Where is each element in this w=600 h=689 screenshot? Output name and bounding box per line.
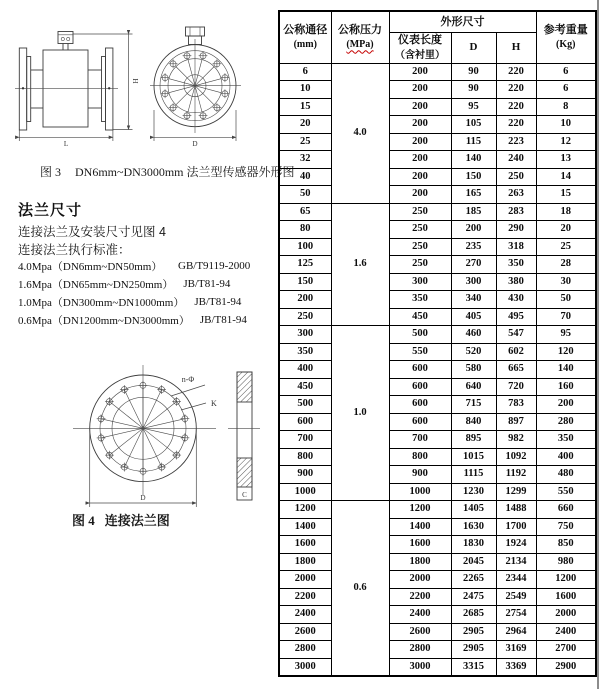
table-row — [279, 221, 596, 239]
cell-h: 2549 — [496, 588, 536, 606]
cell-pressure-group: 1.6 — [331, 203, 389, 326]
standard-item — [18, 293, 273, 311]
cell-length: 600 — [389, 378, 451, 396]
cell-weight: 1600 — [536, 588, 596, 606]
cell-d: 1230 — [451, 483, 496, 501]
cell-weight: 50 — [536, 291, 596, 309]
cell-dn: 450 — [279, 378, 331, 396]
table-row — [279, 571, 596, 589]
cell-length: 1200 — [389, 501, 451, 519]
cell-d: 1115 — [451, 466, 496, 484]
table-row — [279, 256, 596, 274]
cell-weight: 25 — [536, 238, 596, 256]
cell-h: 380 — [496, 273, 536, 291]
cell-weight: 660 — [536, 501, 596, 519]
flange-front-view — [73, 365, 217, 507]
cell-h: 240 — [496, 151, 536, 169]
table-row — [279, 431, 596, 449]
cell-dn: 65 — [279, 203, 331, 221]
cell-dn: 3000 — [279, 658, 331, 676]
cell-weight: 28 — [536, 256, 596, 274]
figure4-number: 图 4 — [72, 513, 95, 528]
cell-weight: 1200 — [536, 571, 596, 589]
cell-h: 783 — [496, 396, 536, 414]
flange-diameter-label: D — [140, 494, 146, 502]
cell-d: 460 — [451, 326, 496, 344]
cell-dn: 500 — [279, 396, 331, 414]
table-row — [279, 658, 596, 676]
cell-length: 300 — [389, 273, 451, 291]
cell-length: 2000 — [389, 571, 451, 589]
table-body — [279, 63, 596, 676]
cell-h: 547 — [496, 326, 536, 344]
cell-d: 2905 — [451, 641, 496, 659]
flange-side-section — [228, 372, 260, 500]
col-header-d: D — [451, 32, 496, 63]
cell-dn: 10 — [279, 81, 331, 99]
cell-length: 250 — [389, 221, 451, 239]
table-row — [279, 536, 596, 554]
cell-d: 150 — [451, 168, 496, 186]
col-header-pressure: 公称压力 (MPa) — [331, 11, 389, 63]
cell-h: 1192 — [496, 466, 536, 484]
cell-dn: 1400 — [279, 518, 331, 536]
cell-dn: 700 — [279, 431, 331, 449]
cell-length: 2600 — [389, 623, 451, 641]
cell-weight: 6 — [536, 81, 596, 99]
cell-length: 800 — [389, 448, 451, 466]
cell-dn: 600 — [279, 413, 331, 431]
cell-length: 600 — [389, 413, 451, 431]
pressure-unit: (MPa) — [346, 39, 374, 51]
cell-weight: 120 — [536, 343, 596, 361]
cell-length: 200 — [389, 133, 451, 151]
cell-weight: 70 — [536, 308, 596, 326]
cell-weight: 30 — [536, 273, 596, 291]
cell-h: 220 — [496, 63, 536, 81]
cell-weight: 2900 — [536, 658, 596, 676]
cell-d: 2685 — [451, 606, 496, 624]
flange-size-heading: 法兰尺寸 — [18, 202, 83, 219]
cell-weight: 280 — [536, 413, 596, 431]
cell-d: 520 — [451, 343, 496, 361]
cell-dn: 2600 — [279, 623, 331, 641]
cell-dn: 15 — [279, 98, 331, 116]
cell-dn: 350 — [279, 343, 331, 361]
cell-d: 235 — [451, 238, 496, 256]
table-row — [279, 448, 596, 466]
table-row — [279, 641, 596, 659]
cell-dn: 800 — [279, 448, 331, 466]
cell-d: 105 — [451, 116, 496, 134]
standards-list — [18, 257, 273, 329]
cell-h: 3169 — [496, 641, 536, 659]
scan-edge-artifact — [597, 0, 599, 689]
cell-d: 1015 — [451, 448, 496, 466]
cell-d: 715 — [451, 396, 496, 414]
cell-dn: 300 — [279, 326, 331, 344]
bolt-count-label: n-Φ — [181, 375, 195, 384]
cell-weight: 160 — [536, 378, 596, 396]
cell-h: 3369 — [496, 658, 536, 676]
cell-dn: 2800 — [279, 641, 331, 659]
cell-h: 223 — [496, 133, 536, 151]
standard-pressure-range: 0.6Mpa（DN1200mm~DN3000mm） — [18, 315, 190, 327]
cell-weight: 400 — [536, 448, 596, 466]
cell-h: 318 — [496, 238, 536, 256]
table-row — [279, 63, 596, 81]
cell-dn: 250 — [279, 308, 331, 326]
dim-label-l: L — [63, 140, 69, 148]
cell-d: 140 — [451, 151, 496, 169]
cell-d: 2045 — [451, 553, 496, 571]
cell-length: 2200 — [389, 588, 451, 606]
cell-d: 300 — [451, 273, 496, 291]
cell-d: 640 — [451, 378, 496, 396]
cell-weight: 550 — [536, 483, 596, 501]
standard-item — [18, 275, 273, 293]
dim-label-d: D — [192, 140, 198, 148]
cell-length: 200 — [389, 186, 451, 204]
cell-h: 1299 — [496, 483, 536, 501]
table-row — [279, 186, 596, 204]
cell-length: 250 — [389, 238, 451, 256]
dim-label-h: H — [131, 78, 139, 84]
cell-dn: 50 — [279, 186, 331, 204]
cell-length: 600 — [389, 396, 451, 414]
cell-length: 200 — [389, 98, 451, 116]
cell-d: 115 — [451, 133, 496, 151]
cell-weight: 95 — [536, 326, 596, 344]
cell-d: 405 — [451, 308, 496, 326]
cell-h: 1924 — [496, 536, 536, 554]
cell-weight: 15 — [536, 186, 596, 204]
cell-h: 1488 — [496, 501, 536, 519]
cell-dn: 25 — [279, 133, 331, 151]
cell-d: 1630 — [451, 518, 496, 536]
cell-dn: 1200 — [279, 501, 331, 519]
cell-d: 2265 — [451, 571, 496, 589]
cell-h: 897 — [496, 413, 536, 431]
table-row — [279, 518, 596, 536]
table-row — [279, 291, 596, 309]
standard-item — [18, 257, 273, 275]
cell-length: 200 — [389, 81, 451, 99]
cell-dn: 32 — [279, 151, 331, 169]
cell-h: 1700 — [496, 518, 536, 536]
cell-length: 250 — [389, 256, 451, 274]
table-row — [279, 501, 596, 519]
cell-weight: 13 — [536, 151, 596, 169]
cell-d: 185 — [451, 203, 496, 221]
cell-length: 200 — [389, 63, 451, 81]
cell-d: 90 — [451, 81, 496, 99]
table-row — [279, 116, 596, 134]
cell-d: 340 — [451, 291, 496, 309]
table-header — [279, 11, 596, 63]
cell-dn: 125 — [279, 256, 331, 274]
cell-length: 700 — [389, 431, 451, 449]
table-row — [279, 413, 596, 431]
cell-weight: 140 — [536, 361, 596, 379]
cell-d: 3315 — [451, 658, 496, 676]
cell-h: 350 — [496, 256, 536, 274]
cell-dn: 40 — [279, 168, 331, 186]
flange-note-line: 连接法兰及安装尺寸见图 4 — [18, 225, 166, 239]
cell-h: 290 — [496, 221, 536, 239]
bolt-circle-label: K — [211, 399, 217, 408]
cell-h: 2964 — [496, 623, 536, 641]
standard-code: JB/T81-94 — [183, 278, 231, 290]
cell-weight: 14 — [536, 168, 596, 186]
dimension-table — [278, 10, 597, 677]
table-row — [279, 553, 596, 571]
weight-unit: (Kg) — [556, 39, 576, 51]
cell-length: 600 — [389, 361, 451, 379]
cell-length: 3000 — [389, 658, 451, 676]
table-row — [279, 133, 596, 151]
cell-h: 220 — [496, 81, 536, 99]
cell-d: 1405 — [451, 501, 496, 519]
cell-length: 900 — [389, 466, 451, 484]
table-row — [279, 606, 596, 624]
cell-length: 250 — [389, 203, 451, 221]
cell-weight: 12 — [536, 133, 596, 151]
cell-d: 2475 — [451, 588, 496, 606]
cell-weight: 8 — [536, 98, 596, 116]
standard-pressure-range: 4.0Mpa（DN6mm~DN50mm） — [18, 261, 163, 273]
cell-h: 1092 — [496, 448, 536, 466]
table-row — [279, 466, 596, 484]
figure3-title: DN6mm~DN3000mm 法兰型传感器外形图 — [75, 165, 295, 179]
cell-length: 1600 — [389, 536, 451, 554]
cell-dn: 1800 — [279, 553, 331, 571]
cell-weight: 6 — [536, 63, 596, 81]
standard-item — [18, 311, 273, 329]
cell-dn: 1600 — [279, 536, 331, 554]
table-row — [279, 238, 596, 256]
cell-pressure-group: 1.0 — [331, 326, 389, 501]
sensor-front-view — [150, 27, 241, 148]
cell-length: 2400 — [389, 606, 451, 624]
cell-h: 220 — [496, 98, 536, 116]
cell-length: 200 — [389, 168, 451, 186]
cell-dn: 20 — [279, 116, 331, 134]
cell-weight: 2400 — [536, 623, 596, 641]
table-row — [279, 273, 596, 291]
cell-d: 1830 — [451, 536, 496, 554]
cell-h: 263 — [496, 186, 536, 204]
table-row — [279, 361, 596, 379]
cell-d: 2905 — [451, 623, 496, 641]
cell-d: 90 — [451, 63, 496, 81]
cell-dn: 100 — [279, 238, 331, 256]
table-row — [279, 483, 596, 501]
cell-h: 2134 — [496, 553, 536, 571]
table-row — [279, 203, 596, 221]
figure4-title: 连接法兰图 — [104, 513, 170, 528]
cell-d: 895 — [451, 431, 496, 449]
cell-h: 430 — [496, 291, 536, 309]
dn-unit: (mm) — [293, 39, 317, 51]
standard-pressure-range: 1.6Mpa（DN65mm~DN250mm） — [18, 279, 174, 291]
connection-flange-drawing — [10, 355, 260, 523]
table-row — [279, 326, 596, 344]
cell-length: 500 — [389, 326, 451, 344]
cell-weight: 480 — [536, 466, 596, 484]
cell-h: 2754 — [496, 606, 536, 624]
standard-code: JB/T81-94 — [194, 296, 242, 308]
cell-d: 200 — [451, 221, 496, 239]
cell-h: 283 — [496, 203, 536, 221]
cell-length: 1800 — [389, 553, 451, 571]
cell-dn: 1000 — [279, 483, 331, 501]
cell-dn: 2400 — [279, 606, 331, 624]
cell-length: 1000 — [389, 483, 451, 501]
cell-weight: 350 — [536, 431, 596, 449]
cell-h: 2344 — [496, 571, 536, 589]
figure3-number: 图 3 — [40, 165, 62, 179]
table-row — [279, 396, 596, 414]
cell-weight: 750 — [536, 518, 596, 536]
cell-length: 1400 — [389, 518, 451, 536]
cell-weight: 200 — [536, 396, 596, 414]
col-header-weight: 参考重量 (Kg) — [536, 11, 596, 63]
cell-h: 720 — [496, 378, 536, 396]
standard-code: JB/T81-94 — [199, 314, 247, 326]
cell-dn: 2000 — [279, 571, 331, 589]
cell-h: 665 — [496, 361, 536, 379]
cell-h: 220 — [496, 116, 536, 134]
cell-weight: 980 — [536, 553, 596, 571]
standard-pressure-range: 1.0Mpa（DN300mm~DN1000mm） — [18, 297, 185, 309]
table-row — [279, 343, 596, 361]
cell-dn: 6 — [279, 63, 331, 81]
table-row — [279, 588, 596, 606]
table-row — [279, 168, 596, 186]
cell-dn: 80 — [279, 221, 331, 239]
cell-d: 580 — [451, 361, 496, 379]
cell-weight: 2700 — [536, 641, 596, 659]
cell-d: 165 — [451, 186, 496, 204]
cell-weight: 2000 — [536, 606, 596, 624]
table-row — [279, 151, 596, 169]
cell-h: 495 — [496, 308, 536, 326]
cell-dn: 400 — [279, 361, 331, 379]
table-row — [279, 81, 596, 99]
cell-dn: 900 — [279, 466, 331, 484]
cell-length: 350 — [389, 291, 451, 309]
cell-dn: 200 — [279, 291, 331, 309]
terminal-box — [58, 32, 73, 51]
cell-weight: 18 — [536, 203, 596, 221]
cell-pressure-group: 4.0 — [331, 63, 389, 203]
col-header-h: H — [496, 32, 536, 63]
table-row — [279, 98, 596, 116]
standard-code: GB/T9119-2000 — [178, 260, 251, 272]
cell-d: 840 — [451, 413, 496, 431]
cell-pressure-group: 0.6 — [331, 501, 389, 677]
cell-length: 200 — [389, 151, 451, 169]
flange-standard-line: 连接法兰执行标准： — [18, 243, 131, 257]
cell-length: 550 — [389, 343, 451, 361]
cell-length: 450 — [389, 308, 451, 326]
col-header-length: 仪表长度 （含衬里） — [389, 32, 451, 63]
cell-weight: 10 — [536, 116, 596, 134]
cell-d: 270 — [451, 256, 496, 274]
cell-h: 602 — [496, 343, 536, 361]
table-row — [279, 378, 596, 396]
figure4-caption — [72, 510, 170, 529]
cell-dn: 2200 — [279, 588, 331, 606]
sensor-outline-drawing — [10, 15, 245, 155]
table-row — [279, 308, 596, 326]
col-header-dn: 公称通径 (mm) — [279, 11, 331, 63]
cell-weight: 20 — [536, 221, 596, 239]
cell-length: 200 — [389, 116, 451, 134]
cell-d: 95 — [451, 98, 496, 116]
cell-weight: 850 — [536, 536, 596, 554]
cell-length: 2800 — [389, 641, 451, 659]
cell-h: 250 — [496, 168, 536, 186]
length-subtitle: （含衬里） — [395, 49, 445, 61]
figure3-caption — [40, 163, 295, 180]
cell-dn: 150 — [279, 273, 331, 291]
col-header-dimensions: 外形尺寸 — [389, 11, 536, 32]
flange-thickness-label: C — [242, 491, 247, 499]
cell-h: 982 — [496, 431, 536, 449]
sensor-side-view — [15, 32, 139, 149]
table-row — [279, 623, 596, 641]
